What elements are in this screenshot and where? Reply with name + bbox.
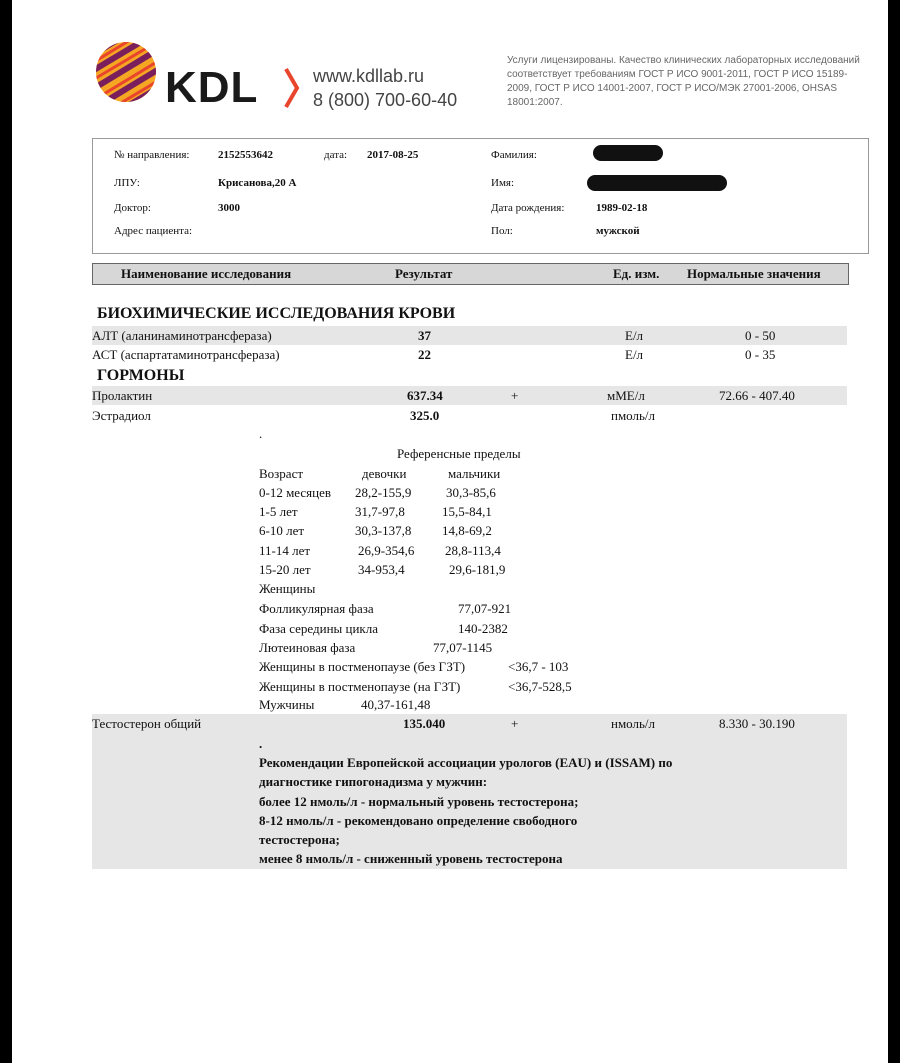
kdl-logo-icon <box>94 40 158 104</box>
ref-girls: 30,3-137,8 <box>355 523 412 538</box>
brand-name: KDL <box>165 63 259 112</box>
ref-girls: 28,2-155,9 <box>355 485 412 500</box>
ref-phase-value: 40,37-161,48 <box>361 697 431 712</box>
address-label: Адрес пациента: <box>114 225 193 237</box>
test-name-estradiol: Эстрадиол <box>92 408 151 423</box>
ref-phase-label: Фолликулярная фаза <box>259 601 374 616</box>
ref-phase-value: <36,7-528,5 <box>508 679 572 694</box>
ref-boys: 14,8-69,2 <box>442 523 492 538</box>
unit-ast: Е/л <box>625 347 644 362</box>
patient-info-box <box>92 138 869 254</box>
report-page <box>12 0 888 1063</box>
flag-prolactin: + <box>511 388 519 403</box>
ref-title: Референсные пределы <box>397 446 521 461</box>
testosterone-block-bg <box>92 714 847 869</box>
ref-phase-label: Мужчины <box>259 697 315 712</box>
ref-phase-label: Женщины в постменопаузе (без ГЗТ) <box>259 659 466 674</box>
sex-label: Пол: <box>491 225 513 237</box>
ref-phase-label: Фаза середины цикла <box>259 621 378 636</box>
sex-value: мужской <box>596 225 640 237</box>
ref-women-label: Женщины <box>259 581 316 596</box>
ref-phase-value: <36,7 - 103 <box>508 659 569 674</box>
ref-age: 1-5 лет <box>259 504 298 519</box>
lpu-value: Крисанова,20 А <box>218 177 297 189</box>
col-header-name: Наименование исследования <box>121 266 292 281</box>
test-name-alt: АЛТ (аланинаминотрансфераза) <box>92 328 272 343</box>
ref-phase-value: 140-2382 <box>458 621 508 636</box>
name-redacted <box>587 175 727 191</box>
ref-col-age: Возраст <box>259 466 304 481</box>
ref-phase-value: 77,07-1145 <box>433 640 493 655</box>
note-dot: . <box>259 736 263 751</box>
ref-dot: . <box>259 426 263 441</box>
section-title-biochem: БИОХИМИЧЕСКИЕ ИССЛЕДОВАНИЯ КРОВИ <box>97 305 456 322</box>
note-line: более 12 нмоль/л - нормальный уровень тестостерона; <box>259 794 579 809</box>
ref-boys: 29,6-181,9 <box>449 562 506 577</box>
norm-prolactin: 72.66 - 407.40 <box>719 388 795 403</box>
ref-girls: 31,7-97,8 <box>355 504 405 519</box>
lpu-label: ЛПУ: <box>114 177 140 189</box>
referral-label: № направления: <box>114 149 190 161</box>
ref-boys: 28,8-113,4 <box>445 543 501 558</box>
ref-girls: 26,9-354,6 <box>358 543 415 558</box>
test-name-prolactin: Пролактин <box>92 388 153 403</box>
date-label: дата: <box>324 149 348 161</box>
col-header-norm: Нормальные значения <box>687 266 821 281</box>
note-line: менее 8 нмоль/л - сниженный уровень тестостерона <box>259 851 563 866</box>
surname-label: Фамилия: <box>491 149 537 161</box>
norm-ast: 0 - 35 <box>745 347 776 362</box>
doctor-value: 3000 <box>218 202 240 214</box>
result-testosterone: 135.040 <box>403 716 446 731</box>
date-value: 2017-08-25 <box>367 149 419 161</box>
ref-age: 11-14 лет <box>259 543 311 558</box>
flag-testosterone: + <box>511 716 519 731</box>
ref-phase-label: Женщины в постменопаузе (на ГЗТ) <box>259 679 461 694</box>
result-alt: 37 <box>418 328 431 343</box>
license-text: Услуги лицензированы. Качество клинических лабораторных исследований соответствует требованиям ГОСТ Р ИСО 9001-2011, ГОСТ Р ИСО 15189-2009, ГОСТ Р ИСО 14001-2007, ГОСТ Р ИСО/МЭК 27001-2006, OHSAS 18001:2007. <box>507 55 860 108</box>
result-estradiol: 325.0 <box>410 408 440 423</box>
test-name-ast: АСТ (аспартатаминотрансфераза) <box>92 347 280 362</box>
dob-value: 1989-02-18 <box>596 202 648 214</box>
doctor-label: Доктор: <box>114 202 151 214</box>
note-line: Рекомендации Европейской ассоциации урологов (EAU) и (ISSAM) по <box>259 755 673 770</box>
unit-prolactin: мМЕ/л <box>607 388 645 403</box>
note-line: 8-12 нмоль/л - рекомендовано определение свободного <box>259 813 578 828</box>
test-name-testosterone: Тестостерон общий <box>92 716 202 731</box>
chevron-right-icon <box>284 67 300 109</box>
unit-testosterone: нмоль/л <box>611 716 656 731</box>
col-header-result: Результат <box>395 266 453 281</box>
ref-age: 6-10 лет <box>259 523 305 538</box>
ref-phase-value: 77,07-921 <box>458 601 512 616</box>
surname-redacted <box>593 145 663 161</box>
ref-age: 15-20 лет <box>259 562 311 577</box>
ref-col-girls: девочки <box>362 466 407 481</box>
norm-testosterone: 8.330 - 30.190 <box>719 716 795 731</box>
ref-boys: 15,5-84,1 <box>442 504 492 519</box>
col-header-unit: Ед. изм. <box>613 266 660 281</box>
result-prolactin: 637.34 <box>407 388 443 403</box>
note-line: тестостерона; <box>259 832 340 847</box>
results-table-header <box>92 263 849 285</box>
ref-col-boys: мальчики <box>448 466 501 481</box>
result-ast: 22 <box>418 347 431 362</box>
ref-boys: 30,3-85,6 <box>446 485 496 500</box>
phone-number: 8 (800) 700-60-40 <box>313 90 458 110</box>
section-title-hormones: ГОРМОНЫ <box>97 367 185 384</box>
name-label: Имя: <box>491 177 515 189</box>
unit-estradiol: пмоль/л <box>611 408 656 423</box>
website-link[interactable]: www.kdllab.ru <box>313 66 425 86</box>
unit-alt: Е/л <box>625 328 644 343</box>
ref-age: 0-12 месяцев <box>259 485 332 500</box>
ref-phase-label: Лютеиновая фаза <box>259 640 356 655</box>
referral-value: 2152553642 <box>218 149 273 161</box>
ref-girls: 34-953,4 <box>358 562 405 577</box>
note-line: диагностике гипогонадизма у мужчин: <box>259 774 488 789</box>
dob-label: Дата рождения: <box>491 202 565 214</box>
norm-alt: 0 - 50 <box>745 328 776 343</box>
